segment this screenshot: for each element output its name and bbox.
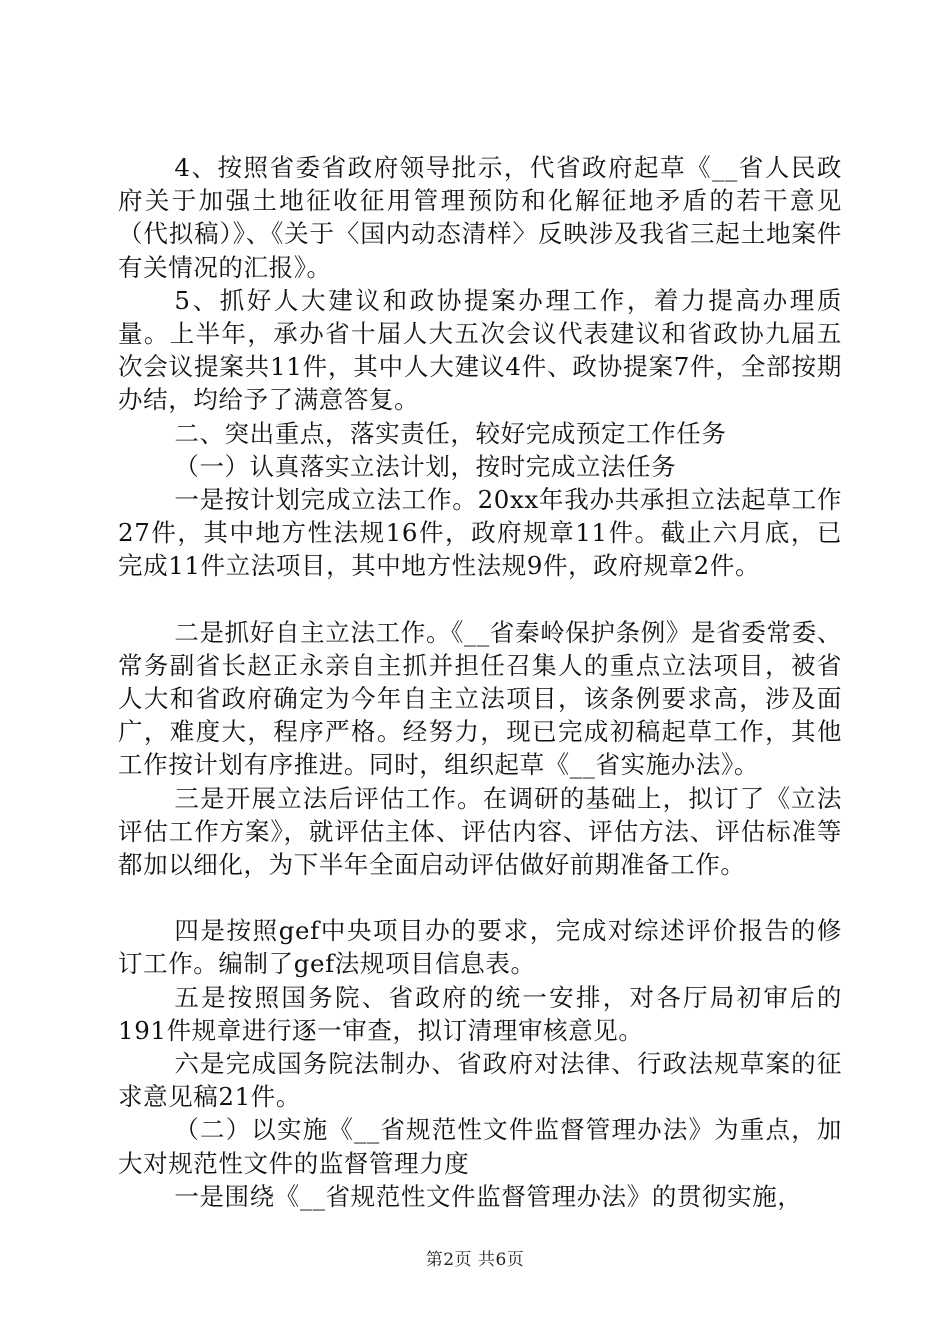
document-body [118, 151, 842, 1213]
paragraph-item-4: 4、按照省委省政府领导批示，代省政府起草《__省人民政府关于加强土地征收征用管理预防和化解征地矛盾的若干意见（代拟稿）》、《关于〈国内动态清样〉反映涉及我省三起土地案件有关情况的汇报》。 [118, 153, 842, 282]
section-heading-2: 二、突出重点，落实责任，较好完成预定工作任务 [174, 418, 727, 448]
subsection-heading-2: （二）以实施《__省规范性文件监督管理办法》为重点，加大对规范性文件的监督管理力度 [118, 1115, 842, 1178]
paragraph-item-5: 5、抓好人大建议和政协提案办理工作，着力提高办理质量。上半年，承办省十届人大五次会议代表建议和省政协九届五次会议提案共11件，其中人大建议4件、政协提案7件，全部按期办结，均给予了满意答复。 [118, 285, 842, 415]
paragraph-fourth: 四是按照gef中央项目办的要求，完成对综述评价报告的修订工作。编制了gef法规项目信息表。 [118, 916, 842, 979]
paragraph-sixth: 六是完成国务院法制办、省政府对法律、行政法规草案的征求意见稿21件。 [118, 1049, 842, 1112]
paragraph-seventh: 一是围绕《__省规范性文件监督管理办法》的贯彻实施， [174, 1181, 803, 1211]
paragraph-gap [118, 881, 842, 914]
paragraph-first: 一是按计划完成立法工作。20xx年我办共承担立法起草工作27件，其中地方性法规16件，政府规章11件。截止六月底，已完成11件立法项目，其中地方性法规9件，政府规章2件。 [118, 485, 842, 581]
paragraph-third: 三是开展立法后评估工作。在调研的基础上，拟订了《立法评估工作方案》，就评估主体、评估内容、评估方法、评估标准等都加以细化，为下半年全面启动评估做好前期准备工作。 [118, 783, 842, 880]
page-footer: 第2页 共6页 [425, 1250, 525, 1270]
paragraph-fifth: 五是按照国务院、省政府的统一安排，对各厅局初审后的191件规章进行逐一审查，拟订清理审核意见。 [118, 982, 842, 1045]
subsection-heading-1: （一）认真落实立法计划，按时完成立法任务 [174, 451, 677, 481]
paragraph-gap [118, 583, 842, 616]
paragraph-second: 二是抓好自主立法工作。《__省秦岭保护条例》是省委常委、常务副省长赵正永亲自主抓并担任召集人的重点立法项目，被省人大和省政府确定为今年自主立法项目，该条例要求高，涉及面广，难度大，程序严格。经努力，现已完成初稿起草工作，其他工作按计划有序推进。同时，组织起草《__省实施办法》。 [118, 617, 842, 780]
